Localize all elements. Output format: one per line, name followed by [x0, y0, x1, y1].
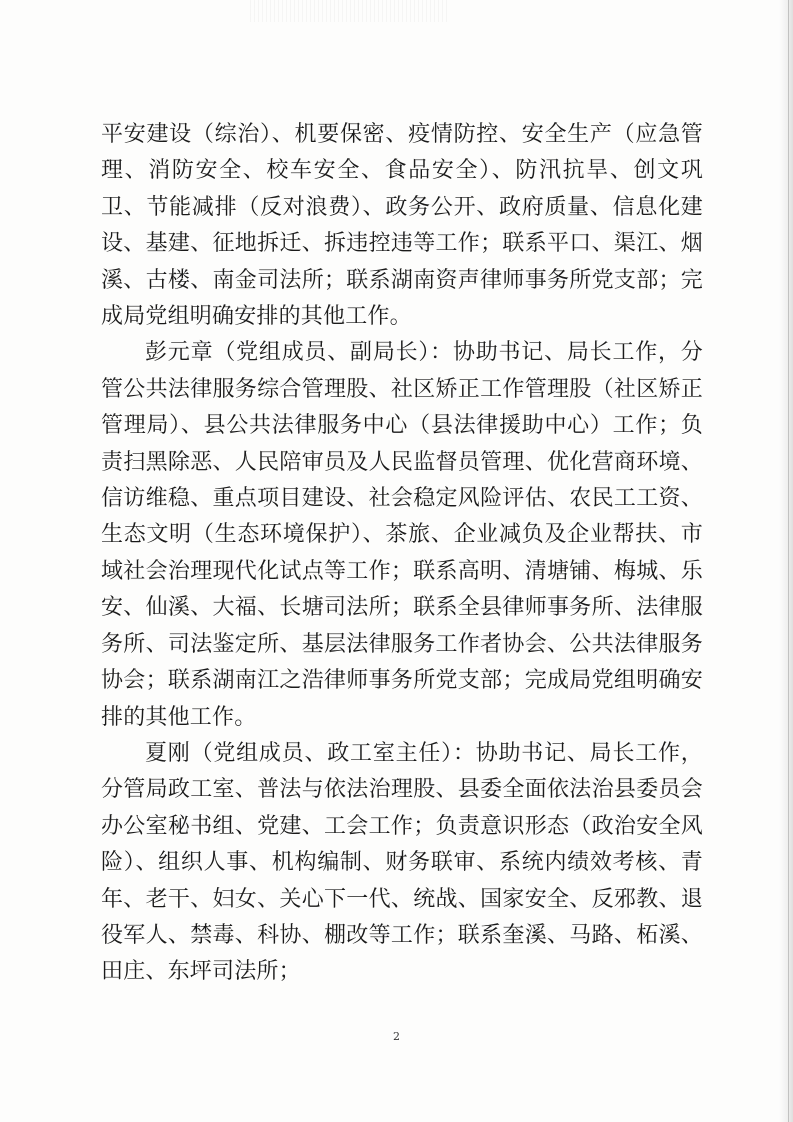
- document-body: [101, 117, 703, 991]
- page-number: 2: [393, 1030, 400, 1043]
- paragraph-xia-gang: 夏刚（党组成员、政工室主任）：协助书记、局长工作，分管局政工室、普法与依法治理股、县委全面依法治县委员会办公室秘书组、党建、工会工作；负责意识形态（政治安全风险）、组织人事、机构编制、财务联审、系统内绩效考核、青年、老干、妇女、关心下一代、统战、国家安全、反邪教、退役军人、禁毒、科协、棚改等工作；联系奎溪、马路、柘溪、田庄、东坪司法所；: [101, 740, 703, 985]
- page-edge-line: [788, 0, 789, 1122]
- page-edge-shadow: [779, 0, 793, 1122]
- paragraph-continued: 平安建设（综治）、机要保密、疫情防控、安全生产（应急管理、消防安全、校车安全、食品安全）、防汛抗旱、创文巩卫、节能减排（反对浪费）、政务公开、政府质量、信息化建设、基建、征地拆迁、拆违控违等工作；联系平口、渠江、烟溪、古楼、南金司法所；联系湖南资声律师事务所党支部；完成局党组明确安排的其他工作。: [101, 122, 703, 330]
- paragraph-peng-yuanzhang: 彭元章（党组成员、副局长）：协助书记、局长工作，分管公共法律服务综合管理股、社区矫正工作管理股（社区矫正管理局）、县公共法律服务中心（县法律援助中心）工作；负责扫黑除恶、人民陪审员及人民监督员管理、优化营商环境、信访维稳、重点项目建设、社会稳定风险评估、农民工工资、生态文明（生态环境保护）、茶旅、企业减负及企业帮扶、市域社会治理现代化试点等工作；联系高明、清塘铺、梅城、乐安、仙溪、大福、长塘司法所；联系全县律师事务所、法律服务所、司法鉴定所、基层法律服务工作者协会、公共法律服务协会；联系湖南江之浩律师事务所党支部；完成局党组明确安排的其他工作。: [101, 340, 703, 730]
- scan-artifact: [250, 0, 450, 22]
